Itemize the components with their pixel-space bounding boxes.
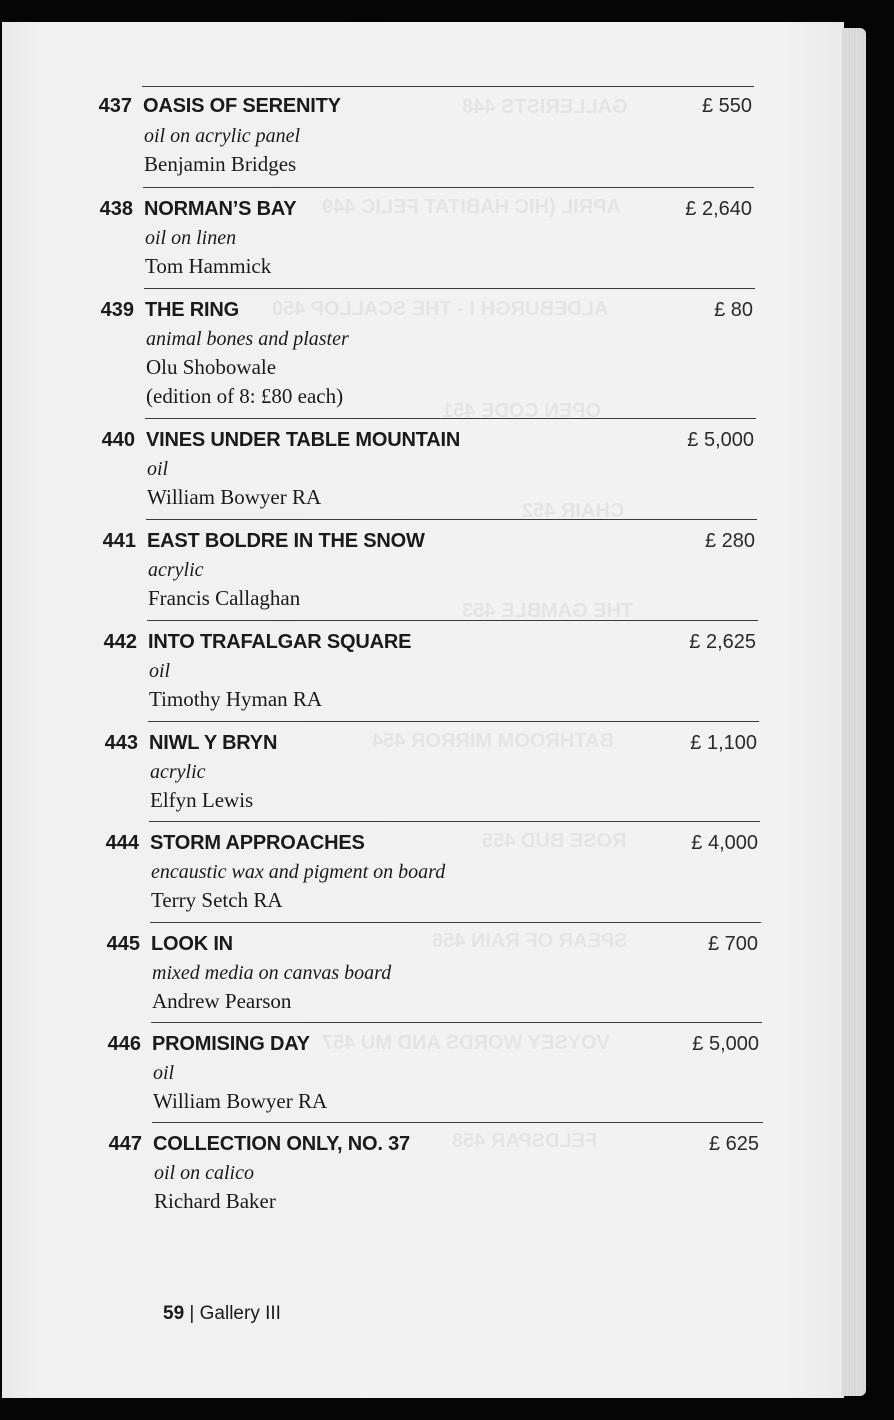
entry-medium: oil: [153, 1062, 175, 1084]
entry-title: STORM APPROACHES: [150, 832, 365, 854]
entry-number: 443: [104, 732, 138, 754]
entry-divider: [147, 620, 758, 621]
entry-medium: animal bones and plaster: [146, 328, 349, 350]
entry-number: 437: [98, 95, 132, 117]
entry-number: 442: [103, 631, 137, 653]
entry-price: £ 2,625: [689, 631, 756, 653]
entry-price: £ 5,000: [692, 1033, 759, 1055]
entry-medium: encaustic wax and pigment on board: [151, 861, 446, 883]
entry-title: NIWL Y BRYN: [149, 732, 278, 754]
entry-title: INTO TRAFALGAR SQUARE: [148, 631, 412, 653]
entry-artist: Andrew Pearson: [152, 989, 292, 1013]
entry-price: £ 4,000: [691, 832, 758, 854]
entry-artist: Francis Callaghan: [148, 586, 301, 610]
entry-medium: oil on calico: [154, 1162, 254, 1184]
entry-artist: William Bowyer RA: [147, 485, 322, 509]
entry-title: COLLECTION ONLY, NO. 37: [153, 1133, 410, 1155]
entry-divider: [150, 922, 761, 923]
entry-artist: William Bowyer RA: [153, 1089, 328, 1113]
entry-divider: [148, 721, 759, 722]
entry-title: PROMISING DAY: [152, 1033, 310, 1055]
entry-divider: [143, 187, 754, 188]
page-number: 59: [163, 1303, 185, 1324]
page-footer: [163, 1303, 281, 1325]
entry-artist: Benjamin Bridges: [144, 152, 297, 176]
entry-artist: Olu Shobowale: [146, 355, 277, 379]
entry-price: £ 2,640: [685, 198, 752, 220]
entry-medium: oil: [149, 660, 171, 682]
entry-artist: Terry Setch RA: [151, 888, 283, 912]
entry-artist: Elfyn Lewis: [150, 788, 254, 812]
entry-divider: [149, 821, 760, 822]
entry-number: 439: [100, 299, 134, 321]
entry-price: £ 1,100: [690, 732, 757, 754]
entry-title: OASIS OF SERENITY: [143, 95, 341, 117]
entry-artist: Tom Hammick: [145, 254, 272, 278]
entry-artist: Timothy Hyman RA: [149, 687, 323, 711]
entry-divider: [144, 288, 755, 289]
gallery-section-label: Gallery III: [199, 1303, 281, 1324]
entry-number: 447: [108, 1133, 142, 1155]
entry-price: £ 280: [704, 530, 755, 552]
book-page-edges: [842, 28, 866, 1396]
entry-number: 440: [101, 429, 135, 451]
entry-price: £ 550: [701, 95, 752, 117]
entry-edition-note: (edition of 8: £80 each): [146, 384, 344, 408]
entry-title: VINES UNDER TABLE MOUNTAIN: [146, 429, 461, 451]
entry-medium: acrylic: [148, 559, 204, 581]
entry-price: £ 80: [714, 299, 753, 321]
entry-number: 446: [107, 1033, 141, 1055]
entry-medium: acrylic: [150, 761, 206, 783]
entry-number: 438: [99, 198, 133, 220]
entry-price: £ 700: [707, 933, 758, 955]
entry-medium: oil: [147, 458, 169, 480]
show-through-reverse-page: GALLERISTS 448 APRIL (HIC HABITAT FELIC 449 ALDEBURGH I - THE SCALLOP 450 OPEN CODE 451 CHAIR 452 THE GAMBLE 453 BATHROOM MIRROR 454 ROSE BUD 455 SPEAR OF RAIN 456 VOYSEY WORDS AND MU 457 FELDSPAR 458: [272, 96, 634, 1152]
entry-divider: [145, 418, 756, 419]
entry-medium: oil on linen: [145, 227, 237, 249]
entry-number: 444: [105, 832, 139, 854]
footer-separator: |: [189, 1303, 195, 1324]
catalogue-page: [2, 22, 844, 1398]
entry-price: £ 5,000: [687, 429, 754, 451]
entry-medium: mixed media on canvas board: [152, 962, 392, 984]
entry-artist: Richard Baker: [154, 1189, 276, 1213]
entry-divider: [142, 86, 754, 87]
entry-price: £ 625: [708, 1133, 759, 1155]
entry-title: LOOK IN: [151, 933, 233, 955]
entry-divider: [146, 519, 757, 520]
entry-title: NORMAN’S BAY: [144, 198, 297, 220]
entry-number: 441: [102, 530, 136, 552]
entry-divider: [151, 1022, 762, 1023]
entry-number: 445: [106, 933, 140, 955]
entry-divider: [152, 1122, 763, 1123]
entry-medium: oil on acrylic panel: [144, 125, 301, 147]
entry-title: EAST BOLDRE IN THE SNOW: [147, 530, 425, 552]
entry-title: THE RING: [145, 299, 239, 321]
